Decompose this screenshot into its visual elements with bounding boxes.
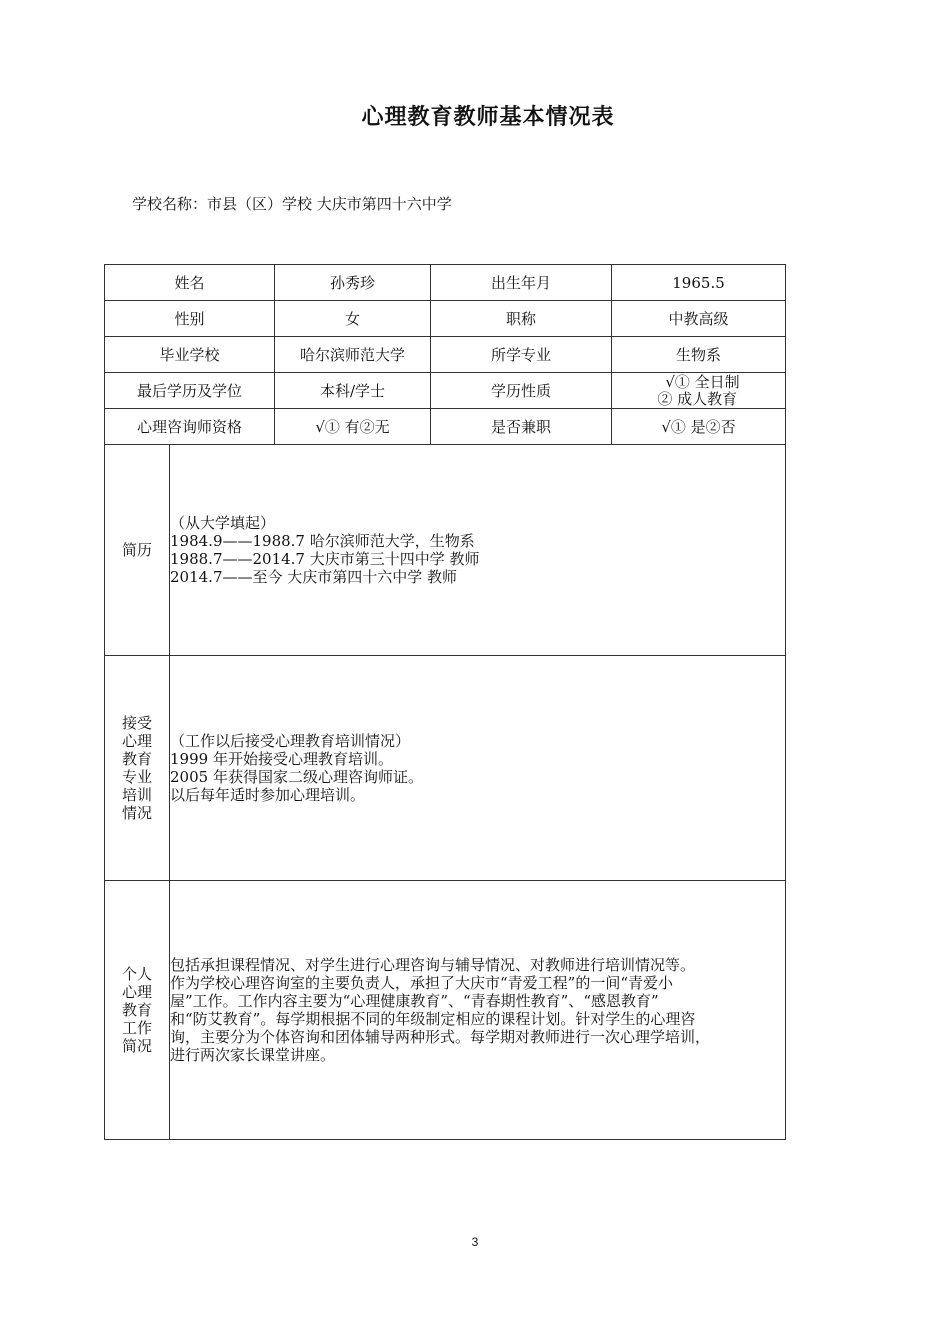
name-label: 姓名 [105,265,275,301]
work-line: 和“防艾教育”。每学期根据不同的年级制定相应的课程计划。针对学生的心理咨 [170,1010,696,1028]
work-label [105,881,170,1140]
resume-line: 2014.7——至今 大庆市第四十六中学 教师 [170,568,458,586]
work-line: 包括承担课程情况、对学生进行心理咨询与辅导情况、对教师进行培训情况等。 [170,956,696,974]
training-line: 以后每年适时参加心理培训。 [170,786,366,804]
training-label-part: 专业 [121,768,152,786]
resume-content [170,445,786,656]
work-line: 进行两次家长课堂讲座。 [170,1046,336,1064]
edu-type-option-adult: ② 成人教育 [657,389,738,408]
table-row [105,373,786,409]
grad-school-value: 哈尔滨师范大学 [275,337,431,373]
training-line: （工作以后接受心理教育培训情况） [170,732,411,750]
work-line: 作为学校心理咨询室的主要负责人，承担了大庆市“青爱工程”的一间“青爱小 [170,974,674,992]
birth-label: 出生年月 [431,265,612,301]
page-number: 3 [471,1235,479,1249]
work-label-part: 工作 [121,1019,152,1037]
gender-label: 性别 [105,301,275,337]
school-name-line: 学校名称：市县（区）学校 大庆市第四十六中学 [132,195,452,213]
parttime-value: √① 是②否 [612,409,786,445]
training-label-part: 培训 [121,786,152,804]
resume-label: 简历 [105,445,170,656]
edu-type-value [612,373,786,409]
name-value: 孙秀珍 [275,265,431,301]
training-label-part: 接受 [121,714,152,732]
resume-row [105,445,786,656]
title-value: 中教高级 [612,301,786,337]
training-row [105,656,786,881]
edu-type-label: 学历性质 [431,373,612,409]
resume-line: 1984.9——1988.7 哈尔滨师范大学，生物系 [170,532,475,550]
gender-value: 女 [275,301,431,337]
training-label [105,656,170,881]
counselor-label: 心理咨询师资格 [105,409,275,445]
edu-type-options [657,374,739,408]
work-row [105,881,786,1140]
work-label-part: 简况 [121,1037,152,1055]
resume-line: 1988.7——2014.7 大庆市第三十四中学 教师 [170,550,480,568]
table-row [105,409,786,445]
training-content [170,656,786,881]
grad-school-label: 毕业学校 [105,337,275,373]
edu-type-option-fulltime: √① 全日制 [665,372,740,391]
training-line: 2005 年获得国家二级心理咨询师证。 [170,768,423,786]
birth-value: 1965.5 [612,265,786,301]
resume-line: （从大学填起） [170,514,276,532]
table-row [105,301,786,337]
training-label-part: 教育 [121,750,152,768]
work-line: 询，主要分为个体咨询和团体辅导两种形式。每学期对教师进行一次心理学培训， [170,1028,711,1046]
title-label: 职称 [431,301,612,337]
work-content [170,881,786,1140]
degree-value: 本科/学士 [275,373,431,409]
major-label: 所学专业 [431,337,612,373]
work-line: 屋”工作。工作内容主要为“心理健康教育”、“青春期性教育”、“感恩教育” [170,992,659,1010]
training-label-part: 情况 [121,804,152,822]
teacher-info-table [104,264,786,1140]
page-title: 心理教育教师基本情况表 [361,105,615,130]
training-line: 1999 年开始接受心理教育培训。 [170,750,393,768]
parttime-label: 是否兼职 [431,409,612,445]
work-label-part: 教育 [121,1001,152,1019]
degree-label: 最后学历及学位 [105,373,275,409]
work-label-part: 个人 [121,965,152,983]
training-label-part: 心理 [121,732,152,750]
counselor-value: √① 有②无 [275,409,431,445]
table-row [105,337,786,373]
major-value: 生物系 [612,337,786,373]
table-row [105,265,786,301]
work-label-part: 心理 [121,983,152,1001]
